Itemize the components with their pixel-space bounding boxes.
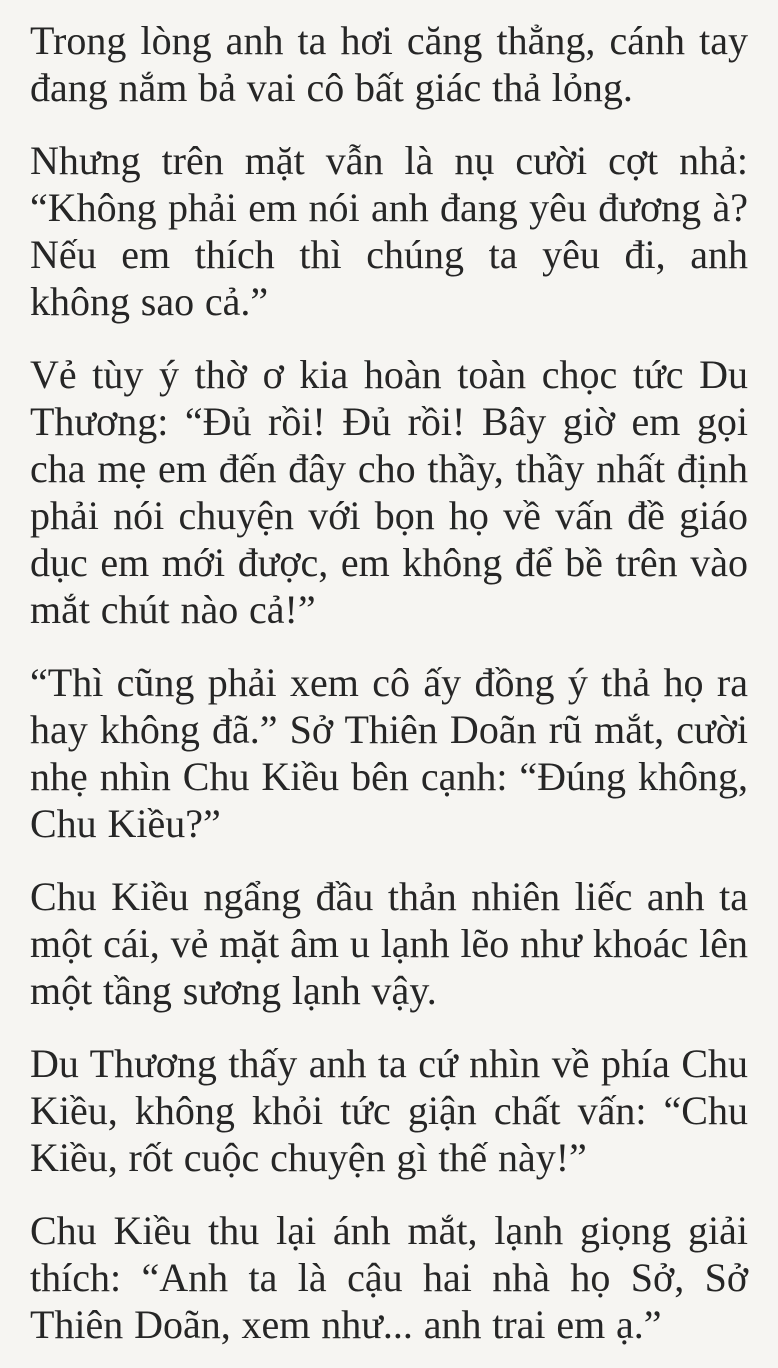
paragraph-6: Du Thương thấy anh ta cứ nhìn về phía Chu Kiều, không khỏi tức giận chất vấn: “Chu Kiều, rốt cuộc chuyện gì thế này!”: [30, 1041, 748, 1180]
paragraph-7: Chu Kiều thu lại ánh mắt, lạnh giọng giải thích: “Anh ta là cậu hai nhà họ Sở, Sở Thiên Doãn, xem như... anh trai em ạ.”: [30, 1208, 748, 1347]
paragraph-3: Vẻ tùy ý thờ ơ kia hoàn toàn chọc tức Du Thương: “Đủ rồi! Đủ rồi! Bây giờ em gọi cha mẹ em đến đây cho thầy, thầy nhất định phải nói chuyện với bọn họ về vấn đề giáo dục em mới được, em không để bề trên vào mắt chút nào cả!”: [30, 352, 748, 632]
paragraph-5: Chu Kiều ngẩng đầu thản nhiên liếc anh ta một cái, vẻ mặt âm u lạnh lẽo như khoác lên một tầng sương lạnh vậy.: [30, 874, 748, 1013]
paragraph-2: Nhưng trên mặt vẫn là nụ cười cợt nhả: “Không phải em nói anh đang yêu đương à? Nếu em thích thì chúng ta yêu đi, anh không sao cả.”: [30, 138, 748, 324]
paragraph-4: “Thì cũng phải xem cô ấy đồng ý thả họ ra hay không đã.” Sở Thiên Doãn rũ mắt, cười nhẹ nhìn Chu Kiều bên cạnh: “Đúng không, Chu Kiều?”: [30, 660, 748, 846]
paragraph-1: Trong lòng anh ta hơi căng thẳng, cánh tay đang nắm bả vai cô bất giác thả lỏng.: [30, 18, 748, 110]
